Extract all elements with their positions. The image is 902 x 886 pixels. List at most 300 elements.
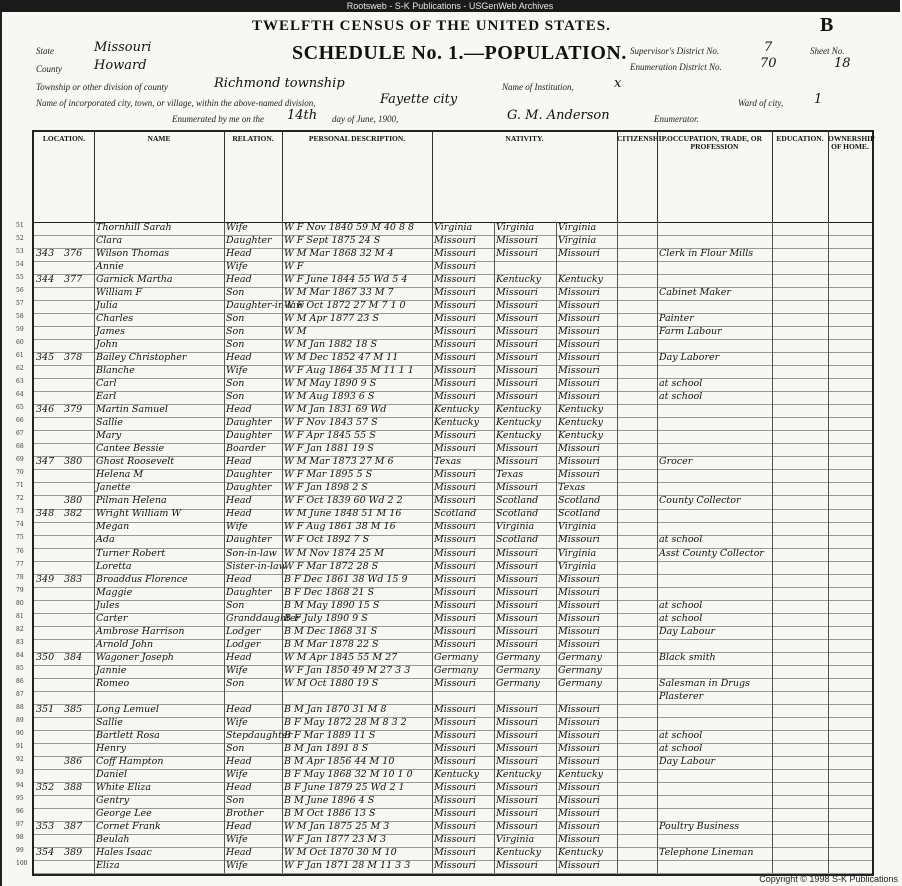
cell-rel: Son [226, 313, 245, 325]
enumeration-label: Enumeration District No. [630, 62, 722, 72]
cell-rel: Wife [226, 664, 248, 676]
cell-b2: Missouri [496, 625, 538, 637]
column-rule [432, 222, 433, 873]
line-number: 100 [16, 859, 28, 867]
census-sheet [0, 12, 902, 886]
cell-name: Garnick Martha [96, 274, 173, 286]
cell-occ: Day Laborer [659, 352, 720, 364]
cell-b1: Missouri [434, 339, 476, 351]
cell-fam: 386 [64, 755, 83, 767]
cell-pd: W F Sept 1875 24 S [284, 235, 381, 247]
cell-rel: Daughter [226, 586, 272, 598]
cell-b3: Missouri [558, 339, 600, 351]
cell-rel: Head [226, 846, 252, 858]
cell-occ: County Collector [659, 495, 741, 507]
cell-name: Jannie [96, 664, 127, 676]
cell-b3: Missouri [558, 365, 600, 377]
city-value: Fayette city [380, 92, 458, 107]
cell-name: Jules [96, 599, 120, 611]
sheet-no-label: Sheet No. [810, 46, 845, 56]
cell-b3: Virginia [558, 547, 597, 559]
cell-name: Cantee Bessie [96, 443, 165, 455]
cell-dw: 354 [36, 846, 55, 858]
cell-dw: 351 [36, 703, 55, 715]
enumerated-label: Enumerated by me on the [172, 114, 264, 124]
cell-b2: Virginia [496, 222, 535, 233]
line-number: 65 [16, 404, 24, 412]
cell-rel: Daughter [226, 482, 272, 494]
cell-b1: Missouri [434, 625, 476, 637]
cell-rel: Head [226, 248, 252, 260]
line-number: 60 [16, 339, 24, 347]
cell-name: William F [96, 287, 143, 299]
line-number: 99 [16, 846, 24, 854]
table-row [16, 417, 872, 431]
cell-rel: Head [226, 508, 252, 520]
line-number: 73 [16, 508, 24, 516]
cell-occ: Asst County Collector [659, 547, 764, 559]
state-label: State [36, 46, 54, 56]
cell-b1: Missouri [434, 352, 476, 364]
township-label: Township or other division of county [36, 82, 168, 92]
cell-b2: Texas [496, 469, 524, 481]
cell-rel: Head [226, 495, 252, 507]
cell-rel: Head [226, 781, 252, 793]
cell-rel: Lodger [226, 638, 261, 650]
cell-b3: Missouri [558, 352, 600, 364]
column-rule [772, 222, 773, 873]
cell-b2: Missouri [496, 352, 538, 364]
cell-b1: Missouri [434, 781, 476, 793]
cell-b2: Missouri [496, 365, 538, 377]
line-number: 84 [16, 651, 24, 659]
table-row [16, 651, 872, 666]
cell-b3: Missouri [558, 625, 600, 637]
cell-b1: Virginia [434, 222, 473, 233]
cell-b3: Missouri [558, 703, 600, 715]
cell-pd: B M Oct 1886 13 S [284, 807, 376, 819]
cell-b3: Scotland [558, 508, 601, 520]
cell-b1: Missouri [434, 599, 476, 611]
cell-pd: W M Nov 1874 25 M [284, 547, 384, 559]
enumerated-day: 14th [287, 108, 318, 123]
cell-b3: Missouri [558, 313, 600, 325]
cell-b3: Missouri [558, 794, 600, 806]
line-number: 90 [16, 729, 24, 737]
cell-dw: 349 [36, 573, 55, 585]
cell-rel: Wife [226, 768, 248, 780]
table-row [16, 391, 872, 405]
cell-b3: Virginia [558, 235, 597, 247]
cell-b1: Missouri [434, 846, 476, 858]
cell-dw: 346 [36, 404, 55, 416]
cell-pd: W F Apr 1845 55 S [284, 430, 376, 442]
cell-b2: Kentucky [496, 846, 541, 858]
cell-occ: at school [659, 729, 703, 741]
table-row [16, 378, 872, 392]
cell-rel: Wife [226, 716, 248, 728]
cell-name: Arnold John [96, 638, 154, 650]
cell-rel: Daughter [226, 235, 272, 247]
cell-name: Coff Hampton [96, 755, 164, 767]
table-row [16, 300, 872, 314]
cell-name: Earl [96, 391, 117, 403]
cell-b3: Missouri [558, 781, 600, 793]
cell-b1: Missouri [434, 560, 476, 572]
table-row [16, 586, 872, 601]
cell-rel: Wife [226, 521, 248, 533]
cell-pd: B F May 1872 28 M 8 3 2 [284, 716, 407, 728]
population-table [16, 130, 875, 876]
cell-b1: Missouri [434, 794, 476, 806]
cell-b2: Kentucky [496, 417, 541, 429]
cell-fam: 389 [64, 846, 83, 858]
cell-occ: Poultry Business [659, 820, 740, 832]
cell-name: Sallie [96, 716, 123, 728]
table-row [16, 443, 872, 457]
cell-pd: W M Mar 1868 32 M 4 [284, 248, 394, 260]
cell-b1: Missouri [434, 820, 476, 832]
table-row [16, 235, 872, 249]
cell-b1: Missouri [434, 729, 476, 741]
table-header [34, 132, 875, 223]
sheet-no-value: 18 [834, 56, 851, 71]
cell-occ: Cabinet Maker [659, 287, 731, 299]
cell-pd: W M [284, 326, 307, 338]
cell-pd: W F Nov 1843 57 S [284, 417, 378, 429]
table-row [16, 495, 872, 509]
line-number: 80 [16, 599, 24, 607]
cell-pd: W F Jan 1871 28 M 11 3 3 [284, 859, 411, 871]
col-name: NAME [94, 132, 225, 222]
cell-occ: Salesman in Drugs [659, 677, 750, 689]
cell-b3: Missouri [558, 391, 600, 403]
table-row [16, 547, 872, 562]
cell-name: Carl [96, 378, 117, 390]
cell-name: Ghost Roosevelt [96, 456, 175, 468]
table-row [16, 820, 872, 835]
cell-b3: Missouri [558, 833, 600, 845]
cell-b2: Missouri [496, 313, 538, 325]
col-ownership: OWNERSHIP OF HOME. [828, 134, 875, 151]
cell-b1: Missouri [434, 677, 476, 689]
cell-b1: Missouri [434, 716, 476, 728]
line-number: 61 [16, 352, 24, 360]
cell-rel: Stepdaughter [226, 729, 293, 741]
cell-rel: Wife [226, 261, 248, 273]
cell-b2: Missouri [496, 729, 538, 741]
cell-b1: Kentucky [434, 417, 479, 429]
cell-b2: Missouri [496, 781, 538, 793]
cell-b2: Missouri [496, 638, 538, 650]
cell-fam: 385 [64, 703, 83, 715]
cell-b2: Missouri [496, 547, 538, 559]
cell-rel: Son [226, 794, 245, 806]
cell-b1: Missouri [434, 391, 476, 403]
cell-name: Loretta [96, 560, 132, 572]
cell-b1: Missouri [434, 378, 476, 390]
table-row [16, 859, 872, 874]
cell-fam: 380 [64, 456, 83, 468]
cell-b3: Germany [558, 664, 602, 676]
cell-b2: Germany [496, 651, 540, 663]
table-row [16, 352, 872, 366]
cell-rel: Boarder [226, 443, 266, 455]
cell-pd: W M Apr 1845 55 M 27 [284, 651, 398, 663]
cell-pd: W M Mar 1873 27 M 6 [284, 456, 394, 468]
cell-b1: Missouri [434, 612, 476, 624]
line-number: 88 [16, 703, 24, 711]
cell-name: Bailey Christopher [96, 352, 187, 364]
cell-pd: B M June 1896 4 S [284, 794, 375, 806]
table-row [16, 638, 872, 653]
table-row [16, 430, 872, 444]
cell-occ: Day Labour [659, 625, 716, 637]
line-number: 76 [16, 547, 24, 555]
cell-b1: Kentucky [434, 404, 479, 416]
cell-b2: Missouri [496, 560, 538, 572]
ward-label: Ward of city, [738, 98, 784, 108]
cell-name: Romeo [96, 677, 130, 689]
cell-fam: 378 [64, 352, 83, 364]
table-row [16, 599, 872, 614]
cell-occ: Farm Labour [659, 326, 722, 338]
cell-b2: Missouri [496, 820, 538, 832]
line-number: 53 [16, 248, 24, 256]
cell-rel: Brother [226, 807, 264, 819]
column-rule [556, 222, 557, 873]
cell-pd: W F Oct 1839 60 Wd 2 2 [284, 495, 403, 507]
table-row [16, 222, 872, 236]
cell-b3: Missouri [558, 638, 600, 650]
column-rule [282, 222, 283, 873]
cell-b1: Missouri [434, 313, 476, 325]
table-row [16, 560, 872, 575]
cell-fam: 384 [64, 651, 83, 663]
cell-b2: Kentucky [496, 404, 541, 416]
cell-rel: Daughter [226, 430, 272, 442]
cell-b3: Kentucky [558, 417, 603, 429]
line-number: 56 [16, 287, 24, 295]
cell-b2: Missouri [496, 807, 538, 819]
cell-rel: Head [226, 274, 252, 286]
cell-b3: Germany [558, 651, 602, 663]
line-number: 63 [16, 378, 24, 386]
cell-fam: 379 [64, 404, 83, 416]
cell-b1: Missouri [434, 586, 476, 598]
cell-b2: Missouri [496, 287, 538, 299]
cell-b3: Virginia [558, 560, 597, 572]
cell-b1: Missouri [434, 859, 476, 871]
table-row [16, 833, 872, 848]
cell-rel: Wife [226, 365, 248, 377]
table-row [16, 404, 872, 418]
cell-b2: Missouri [496, 456, 538, 468]
line-number: 81 [16, 612, 24, 620]
table-row [16, 534, 872, 548]
cell-b3: Missouri [558, 859, 600, 871]
line-number: 95 [16, 794, 24, 802]
cell-dw: 347 [36, 456, 55, 468]
cell-b1: Missouri [434, 326, 476, 338]
cell-name: Ada [96, 534, 115, 546]
cell-pd: W M Jan 1875 25 M 3 [284, 820, 390, 832]
table-row [16, 781, 872, 796]
cell-pd: B F July 1890 9 S [284, 612, 368, 624]
line-number: 75 [16, 534, 24, 542]
cell-pd: W M Jan 1831 69 Wd [284, 404, 387, 416]
cell-dw: 344 [36, 274, 55, 286]
line-number: 70 [16, 469, 24, 477]
cell-b1: Scotland [434, 508, 477, 520]
cell-b1: Missouri [434, 755, 476, 767]
col-nativity: NATIVITY. [432, 132, 618, 222]
institution-label: Name of Institution, [502, 82, 574, 92]
cell-occ: Clerk in Flour Mills [659, 248, 754, 260]
cell-occ: Painter [659, 313, 694, 325]
table-row [16, 625, 872, 640]
cell-b3: Missouri [558, 456, 600, 468]
cell-dw: 353 [36, 820, 55, 832]
cell-pd: W M Jan 1882 18 S [284, 339, 377, 351]
cell-b3: Missouri [558, 729, 600, 741]
cell-b1: Missouri [434, 430, 476, 442]
cell-b3: Missouri [558, 612, 600, 624]
table-row [16, 456, 872, 470]
cell-name: Mary [96, 430, 122, 442]
cell-rel: Head [226, 456, 252, 468]
line-number: 74 [16, 521, 24, 529]
cell-rel: Son [226, 391, 245, 403]
cell-name: John [96, 339, 118, 351]
cell-b2: Virginia [496, 521, 535, 533]
cell-name: Daniel [96, 768, 128, 780]
cell-name: Bartlett Rosa [96, 729, 160, 741]
table-row [16, 677, 872, 692]
line-number: 62 [16, 365, 24, 373]
cell-b2: Missouri [496, 742, 538, 754]
cell-b1: Missouri [434, 482, 476, 494]
line-number: 71 [16, 482, 24, 490]
table-row [16, 573, 872, 588]
table-row [16, 248, 872, 262]
table-row [16, 469, 872, 483]
line-number: 64 [16, 391, 24, 399]
state-value: Missouri [94, 40, 152, 55]
cell-name: Broaddus Florence [96, 573, 188, 585]
cell-name: Clara [96, 235, 123, 247]
cell-b2: Missouri [496, 794, 538, 806]
col-location: LOCATION. [34, 132, 95, 222]
cell-pd: W M Mar 1867 33 M 7 [284, 287, 394, 299]
line-number: 89 [16, 716, 24, 724]
cell-rel: Daughter [226, 417, 272, 429]
table-row [16, 846, 872, 861]
cell-pd: W F Jan 1898 2 S [284, 482, 368, 494]
line-number: 85 [16, 664, 24, 672]
cell-rel: Daughter-in-law [226, 300, 304, 312]
cell-pd: W F Nov 1840 59 M 40 8 8 [284, 222, 415, 233]
cell-fam: 388 [64, 781, 83, 793]
cell-name: Ambrose Harrison [96, 625, 185, 637]
line-number: 96 [16, 807, 24, 815]
cell-b3: Missouri [558, 755, 600, 767]
cell-b1: Texas [434, 456, 462, 468]
cell-b3: Scotland [558, 495, 601, 507]
township-value: Richmond township [214, 76, 345, 91]
cell-b2: Missouri [496, 716, 538, 728]
cell-rel: Son [226, 677, 245, 689]
cell-pd: B M Dec 1868 31 S [284, 625, 378, 637]
cell-b2: Missouri [496, 300, 538, 312]
cell-rel: Head [226, 404, 252, 416]
cell-b3: Texas [558, 482, 586, 494]
col-citizenship: CITIZENSHIP. [617, 132, 658, 222]
cell-b3: Kentucky [558, 768, 603, 780]
cell-b2: Missouri [496, 326, 538, 338]
institution-value: x [614, 76, 622, 91]
column-rule [494, 222, 495, 873]
cell-dw: 348 [36, 508, 55, 520]
table-row [16, 794, 872, 809]
line-number: 92 [16, 755, 24, 763]
cell-rel: Head [226, 703, 252, 715]
enumerator-label: Enumerator. [654, 114, 699, 124]
line-number: 77 [16, 560, 24, 568]
cell-occ: Black smith [659, 651, 716, 663]
cell-rel: Son-in-law [226, 547, 277, 559]
cell-occ: at school [659, 378, 703, 390]
cell-b2: Kentucky [496, 430, 541, 442]
cell-rel: Lodger [226, 625, 261, 637]
cell-occ: at school [659, 612, 703, 624]
cell-b3: Missouri [558, 742, 600, 754]
cell-rel: Son [226, 742, 245, 754]
cell-b2: Missouri [496, 612, 538, 624]
line-number: 97 [16, 820, 24, 828]
cell-b2: Missouri [496, 573, 538, 585]
line-number: 59 [16, 326, 24, 334]
cell-name: James [96, 326, 125, 338]
cell-b3: Kentucky [558, 846, 603, 858]
schedule-title: SCHEDULE No. 1.—POPULATION. [292, 42, 627, 64]
cell-name: Wilson Thomas [96, 248, 170, 260]
column-rule [224, 222, 225, 873]
line-number: 55 [16, 274, 24, 282]
cell-pd: W F Jan 1850 49 M 27 3 3 [284, 664, 411, 676]
cell-b1: Missouri [434, 703, 476, 715]
cell-occ: at school [659, 534, 703, 546]
table-row [16, 287, 872, 301]
cell-b2: Virginia [496, 833, 535, 845]
cell-rel: Wife [226, 833, 248, 845]
cell-b3: Missouri [558, 807, 600, 819]
cell-b2: Scotland [496, 495, 539, 507]
cell-name: Sallie [96, 417, 123, 429]
cell-occ: Grocer [659, 456, 693, 468]
cell-pd: W M Apr 1877 23 S [284, 313, 379, 325]
ward-value: 1 [814, 92, 823, 107]
archive-banner: Rootsweb - S-K Publications - USGenWeb Archives [0, 0, 900, 12]
table-row [16, 690, 872, 705]
cell-b1: Missouri [434, 469, 476, 481]
cell-b1: Missouri [434, 534, 476, 546]
cell-b1: Missouri [434, 495, 476, 507]
cell-b1: Missouri [434, 833, 476, 845]
cell-pd: B F Dec 1868 21 S [284, 586, 375, 598]
cell-pd: B F Mar 1889 11 S [284, 729, 376, 741]
county-value: Howard [94, 58, 147, 73]
